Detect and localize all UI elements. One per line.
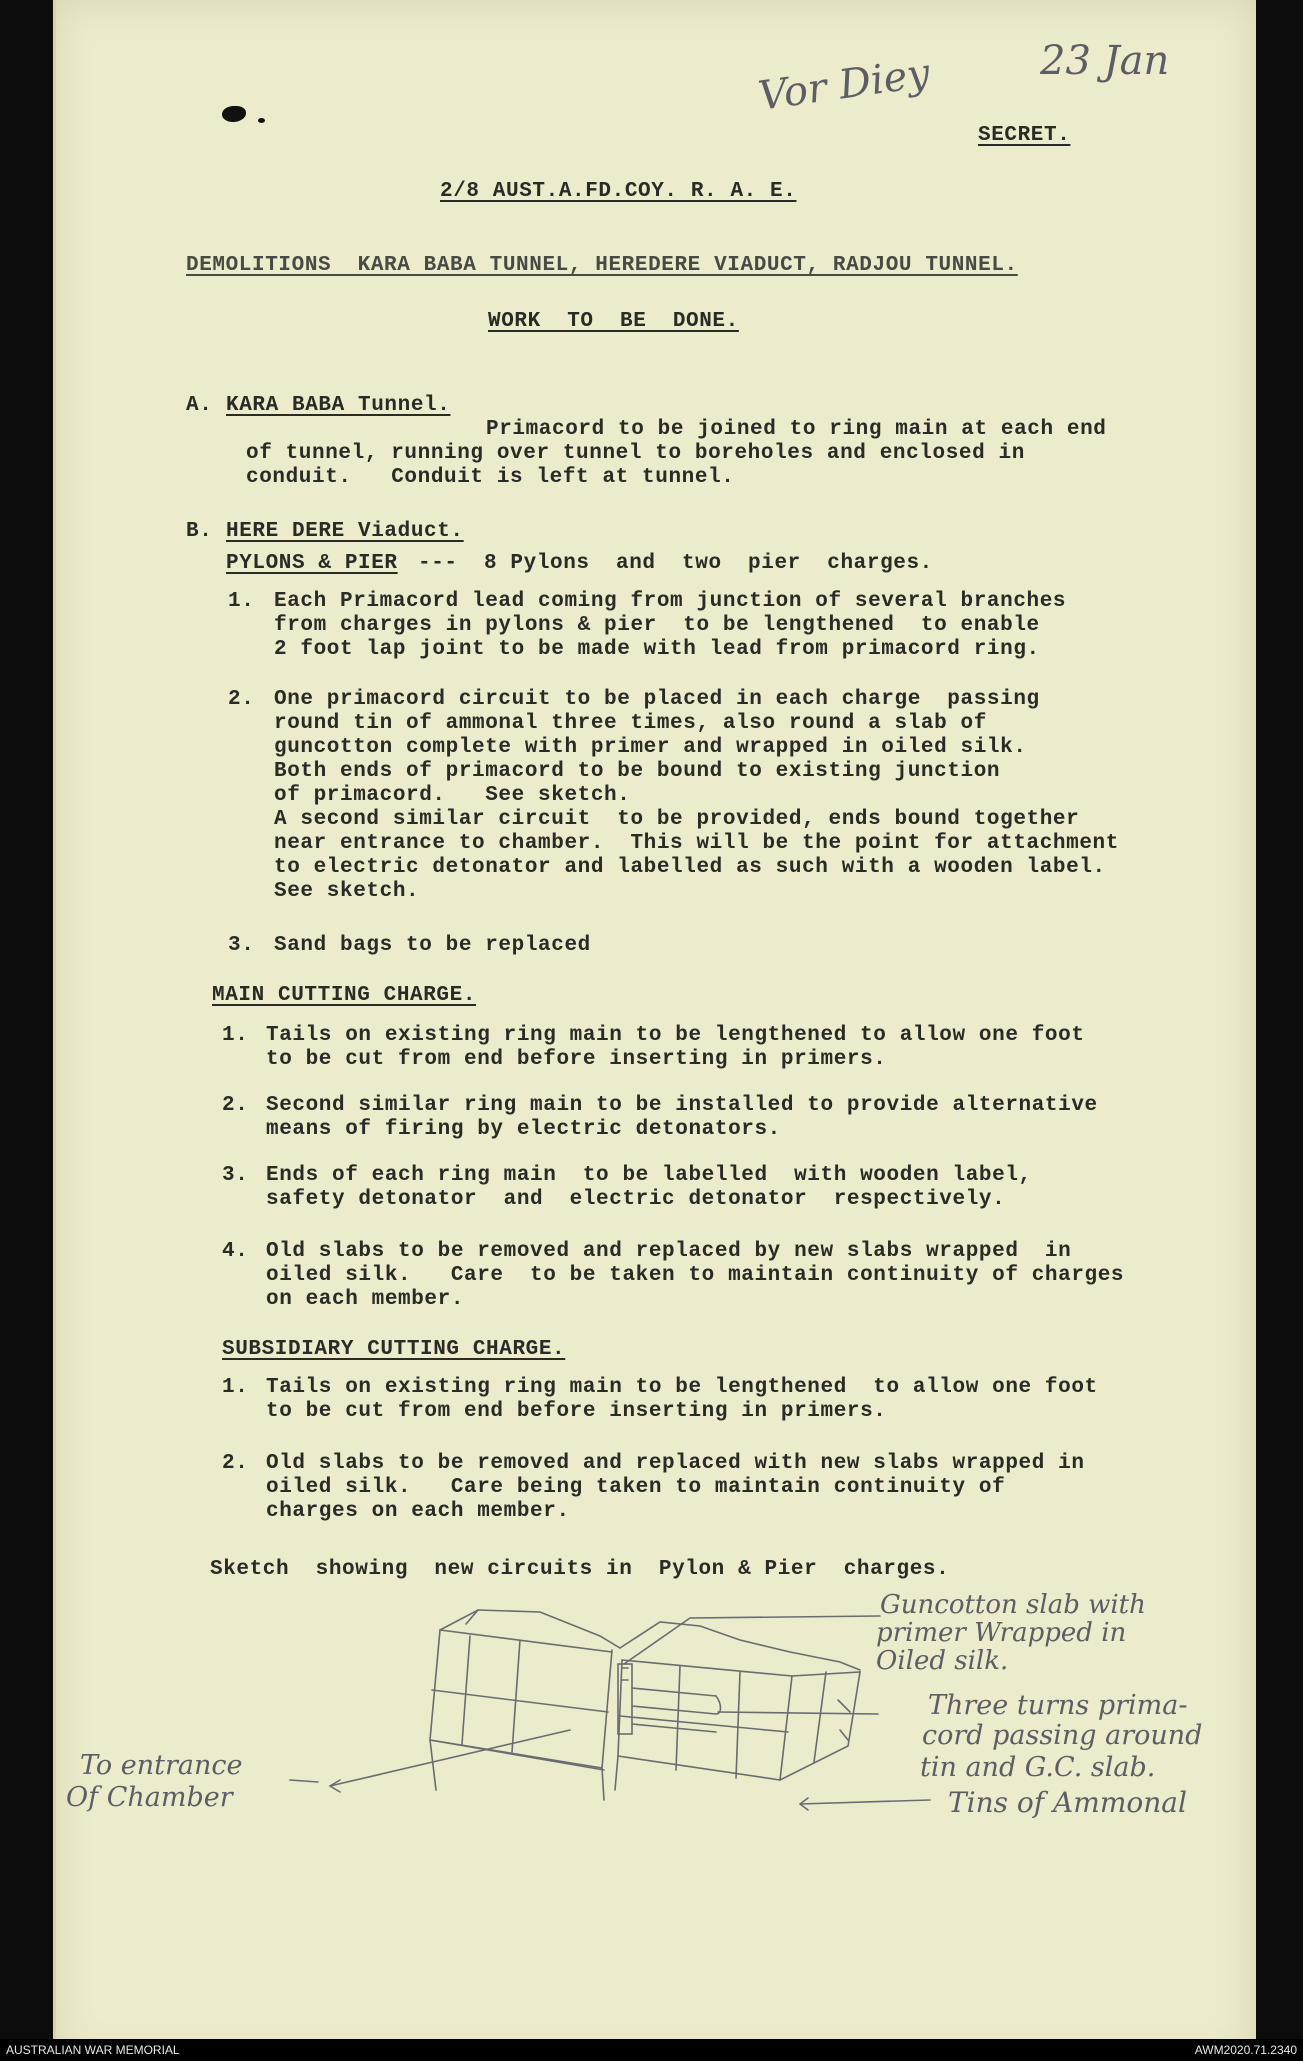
item-line: Sand bags to be replaced xyxy=(274,934,591,957)
pylons-heading-rest: --- 8 Pylons and two pier charges. xyxy=(418,552,933,575)
item-line: to be cut from end before inserting in primers. xyxy=(266,1048,887,1071)
item-line: of primacord. See sketch. xyxy=(274,784,631,807)
item-line: Ends of each ring main to be labelled with wooden label, xyxy=(266,1164,1032,1187)
item-line: Second similar ring main to be installed to provide alternative xyxy=(266,1094,1098,1117)
footer-reference: AWM2020.71.2340 xyxy=(1194,2043,1297,2057)
document-subtitle: WORK TO BE DONE. xyxy=(488,310,739,333)
main-cutting-heading: MAIN CUTTING CHARGE. xyxy=(212,984,477,1007)
item-line: Tails on existing ring main to be lengthened to allow one foot xyxy=(266,1376,1098,1399)
item-line: 2 foot lap joint to be made with lead from primacord ring. xyxy=(274,638,1040,661)
pylons-heading: PYLONS & PIER xyxy=(226,552,398,575)
item-line: means of firing by electric detonators. xyxy=(266,1118,781,1141)
item-line: to electric detonator and labelled as such with a wooden label. xyxy=(274,856,1106,879)
item-number: 1. xyxy=(222,1024,249,1047)
item-line: to be cut from end before inserting in primers. xyxy=(266,1400,887,1423)
item-number: 3. xyxy=(228,934,255,957)
section-a-heading: KARA BABA Tunnel. xyxy=(226,394,451,417)
page-edge xyxy=(53,0,56,2061)
item-line: See sketch. xyxy=(274,880,420,903)
item-line: oiled silk. Care to be taken to maintain continuity of charges xyxy=(266,1264,1125,1287)
item-line: guncotton complete with primer and wrapped in oiled silk. xyxy=(274,736,1027,759)
label-three-turns: cord passing around xyxy=(922,1720,1203,1751)
label-guncotton: primer Wrapped in xyxy=(876,1618,1127,1648)
archive-footer xyxy=(0,2039,1303,2061)
subsidiary-heading: SUBSIDIARY CUTTING CHARGE. xyxy=(222,1338,566,1361)
item-line: One primacord circuit to be placed in each charge passing xyxy=(274,688,1040,711)
ink-blot-small xyxy=(258,118,265,123)
section-b-letter: B. xyxy=(186,520,213,543)
item-line: Old slabs to be removed and replaced by new slabs wrapped in xyxy=(266,1240,1072,1263)
item-line: from charges in pylons & pier to be lengthened to enable xyxy=(274,614,1040,637)
label-guncotton: Oiled silk. xyxy=(876,1646,1009,1676)
item-line: safety detonator and electric detonator respectively. xyxy=(266,1188,1006,1211)
item-line: near entrance to chamber. This will be the point for attachment xyxy=(274,832,1119,855)
item-line: round tin of ammonal three times, also round a slab of xyxy=(274,712,987,735)
item-number: 2. xyxy=(228,688,255,711)
unit-heading: 2/8 AUST.A.FD.COY. R. A. E. xyxy=(440,180,797,203)
label-tins-ammonal: Tins of Ammonal xyxy=(948,1786,1187,1819)
item-line: oiled silk. Care being taken to maintain continuity of xyxy=(266,1476,1006,1499)
item-line: Tails on existing ring main to be lengthened to allow one foot xyxy=(266,1024,1085,1047)
item-line: on each member. xyxy=(266,1288,465,1311)
item-line: charges on each member. xyxy=(266,1500,570,1523)
item-number: 1. xyxy=(228,590,255,613)
label-three-turns: tin and G.C. slab. xyxy=(920,1752,1156,1783)
section-a-line: conduit. Conduit is left at tunnel. xyxy=(246,466,735,489)
section-b-heading: HERE DERE Viaduct. xyxy=(226,520,464,543)
handwritten-date: 23 Jan xyxy=(1040,38,1170,84)
footer-institution: AUSTRALIAN WAR MEMORIAL xyxy=(6,2043,180,2057)
section-a-line: of tunnel, running over tunnel to boreholes and enclosed in xyxy=(246,442,1025,465)
label-entrance: Of Chamber xyxy=(66,1782,233,1813)
item-line: Both ends of primacord to be bound to existing junction xyxy=(274,760,1001,783)
item-number: 4. xyxy=(222,1240,249,1263)
item-number: 3. xyxy=(222,1164,249,1187)
item-line: A second similar circuit to be provided, ends bound together xyxy=(274,808,1080,831)
section-a-letter: A. xyxy=(186,394,213,417)
label-guncotton: Guncotton slab with xyxy=(880,1590,1146,1620)
handwritten-note-left: Vor Diey xyxy=(755,50,933,120)
item-number: 1. xyxy=(222,1376,249,1399)
secret-stamp: SECRET. xyxy=(978,124,1071,147)
item-number: 2. xyxy=(222,1094,249,1117)
item-line: Old slabs to be removed and replaced with new slabs wrapped in xyxy=(266,1452,1085,1475)
document-title: DEMOLITIONS KARA BABA TUNNEL, HEREDERE VIADUCT, RADJOU TUNNEL. xyxy=(186,254,1018,277)
sketch-caption: Sketch showing new circuits in Pylon & Pier charges. xyxy=(210,1558,950,1581)
item-number: 2. xyxy=(222,1452,249,1475)
section-a-line: Primacord to be joined to ring main at each end xyxy=(486,418,1107,441)
item-line: Each Primacord lead coming from junction of several branches xyxy=(274,590,1067,613)
label-entrance: To entrance xyxy=(80,1750,243,1781)
label-three-turns: Three turns prima- xyxy=(928,1690,1188,1721)
